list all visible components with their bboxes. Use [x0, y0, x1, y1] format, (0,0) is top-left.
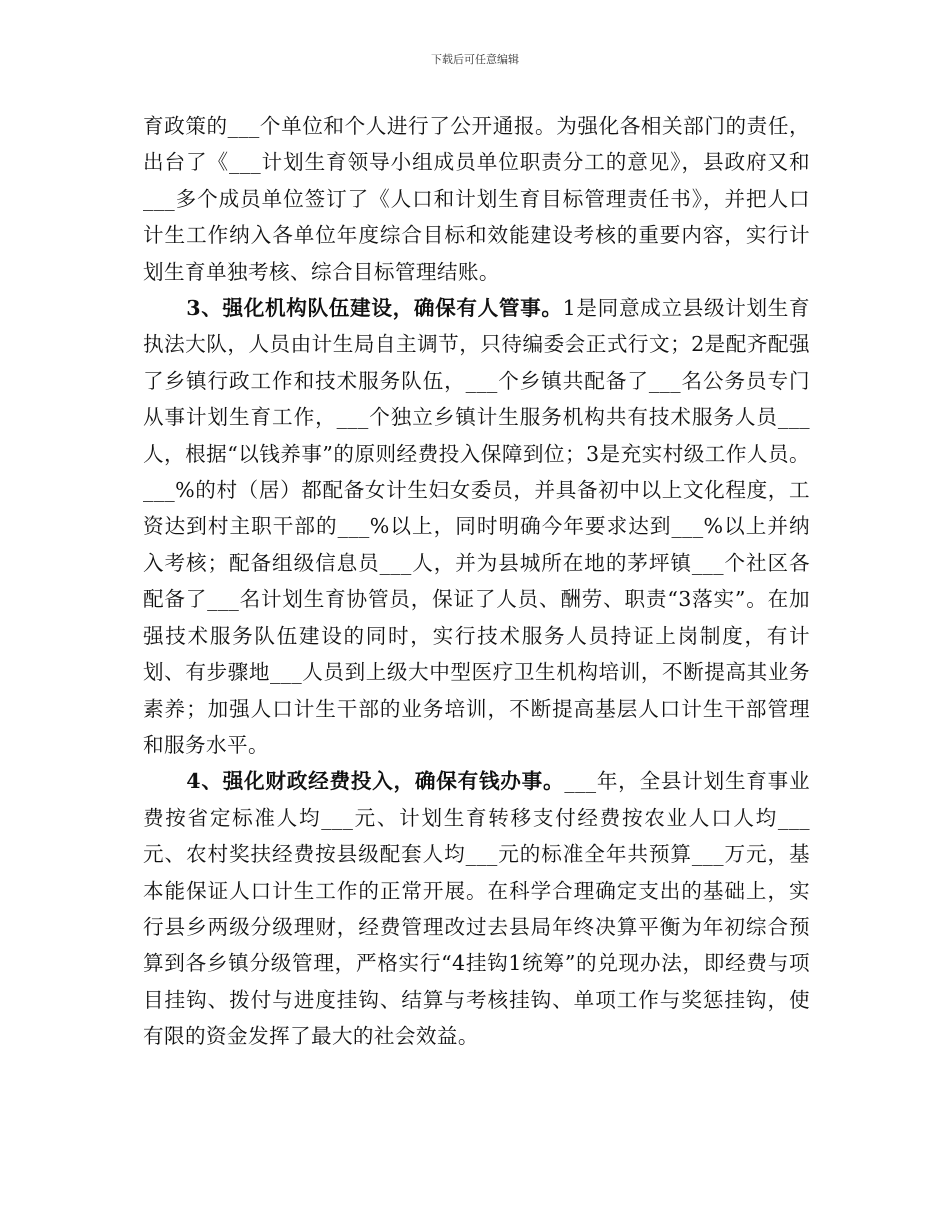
- paragraph-text: ___年，全县计划生育事业费按省定标准人均___元、计划生育转移支付经费按农业人口人均___元、农村奖扶经费按县级配套人均___元的标准全年共预算___万元，基本能保证人口计生工作的正常开展。在科学合理确定支出的基础上，实行县乡两级分级理财，经费管理改过去县局年终决算平衡为年初综合预算到各乡镇分级管理，严格实行“4挂钩1统筹”的兑现办法，即经费与项目挂钩、拨付与进度挂钩、结算与考核挂钩、单项工作与奖惩挂钩，使有限的资金发挥了最大的社会效益。: [143, 769, 811, 1049]
- paragraph-text: 育政策的___个单位和个人进行了公开通报。为强化各相关部门的责任，出台了《___计划生育领导小组成员单位职责分工的意见》，县政府又和___多个成员单位签订了《人口和计划生育目标管理责任书》，并把人口计生工作纳入各单位年度综合目标和效能建设考核的重要内容，实行计划生育单独考核、综合目标管理结账。: [143, 114, 810, 284]
- header-note: 下载后可任意编辑: [431, 53, 519, 66]
- paragraph-continuation: [143, 108, 810, 290]
- paragraph-funding: [143, 763, 810, 1054]
- paragraph-text: 1是同意成立县级计划生育执法大队，人员由计生局自主调节，只待编委会正式行文；2是配齐配强了乡镇行政工作和技术服务队伍，___个乡镇共配备了___名公务员专门从事计划生育工作，___个独立乡镇计生服务机构共有技术服务人员___人，根据“以钱养事”的原则经费投入保障到位；3是充实村级工作人员。___%的村（居）都配备女计生妇女委员，并具备初中以上文化程度，工资达到村主职干部的___%以上，同时明确今年要求达到___%以上并纳入考核；配备组级信息员___人，并为县城所在地的茅坪镇___个社区各配备了___名计划生育协管员，保证了人员、酬劳、职责“3落实”。在加强技术服务队伍建设的同时，实行技术服务人员持证上岗制度，有计划、有步骤地___人员到上级大中型医疗卫生机构培训，不断提高其业务素养；加强人口计生干部的业务培训，不断提高基层人口计生干部管理和服务水平。: [143, 296, 811, 757]
- document-body: [143, 108, 810, 1055]
- paragraph-heading: 4、强化财政经费投入，确保有钱办事。: [186, 769, 565, 794]
- paragraph-staffing: [143, 290, 810, 763]
- paragraph-heading: 3、强化机构队伍建设，确保有人管事。: [186, 296, 563, 321]
